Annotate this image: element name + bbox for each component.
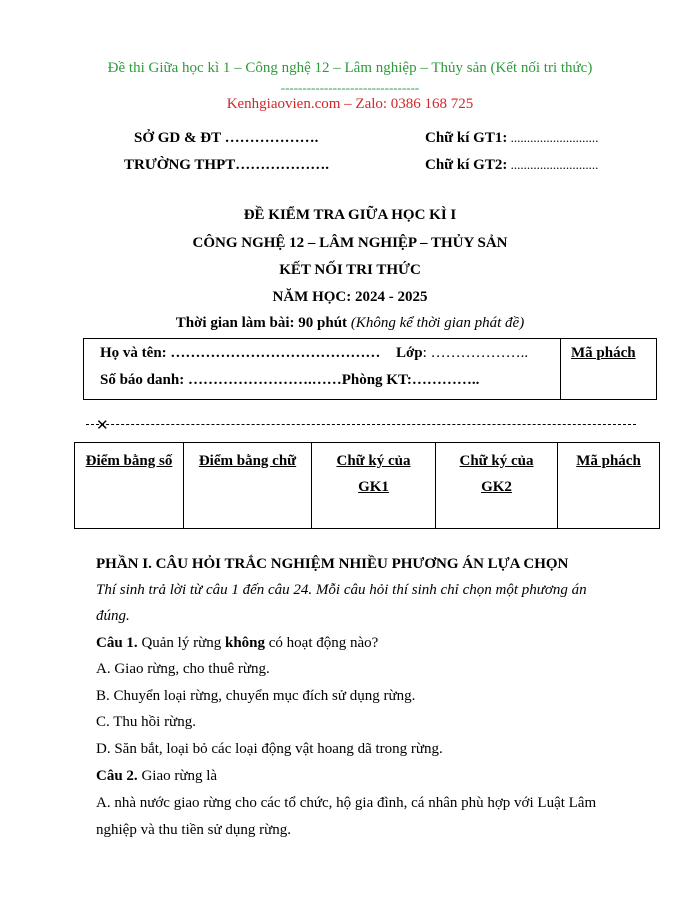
gt2-signature	[425, 157, 598, 174]
document-header-title: Đề thi Giữa học kì 1 – Công nghệ 12 – Lâm nghiệp – Thủy sản (Kết nối tri thức)	[107, 60, 593, 76]
question-2-text: Giao rừng là	[137, 768, 218, 784]
school-line: TRƯỜNG THPT……………….	[124, 157, 330, 173]
section-title: PHẦN I. CÂU HỎI TRẮC NGHIỆM NHIỀU PHƯƠNG ÁN LỰA CHỌN	[96, 556, 569, 572]
dept-line: SỞ GD & ĐT ……………….	[134, 130, 319, 146]
ma-phach-label: Mã phách	[571, 345, 636, 361]
header-divider: --------------------------------	[280, 80, 420, 95]
gk1-line1: Chữ ký của	[336, 453, 411, 469]
gk2-line2: GK2	[481, 479, 512, 495]
section-instruction-line1: Thí sinh trả lời từ câu 1 đến câu 24. Mỗi câu hỏi thí sinh chỉ chọn một phương án	[96, 582, 587, 598]
site-contact: Kenhgiaovien.com – Zalo: 0386 168 725	[226, 96, 474, 112]
gt2-label: Chữ kí GT2:	[425, 157, 508, 173]
student-info-box	[83, 338, 657, 400]
score-table	[74, 442, 660, 529]
question-1-option-c: C. Thu hồi rừng.	[96, 714, 196, 730]
scissors-icon: ✕	[96, 416, 109, 434]
gk1-header	[312, 448, 435, 500]
score-number-header: Điểm bằng số	[85, 453, 173, 469]
question-2	[96, 768, 217, 785]
question-1	[96, 635, 378, 652]
gt2-dots: ...........................	[507, 157, 599, 172]
exam-title: ĐỀ KIỂM TRA GIỮA HỌC KÌ I	[243, 207, 457, 223]
time-note: (Không kể thời gian phát đề)	[347, 315, 525, 331]
gt1-signature	[425, 130, 598, 147]
cut-line	[86, 424, 636, 425]
question-2-label: Câu 2.	[96, 768, 138, 784]
class-dots: : ………………..	[422, 345, 529, 361]
exam-subject: CÔNG NGHỆ 12 – LÂM NGHIỆP – THỦY SẢN	[192, 235, 508, 251]
gk2-header	[436, 448, 557, 500]
question-1-option-b: B. Chuyển loại rừng, chuyển mục đích sử dụng rừng.	[96, 688, 416, 704]
section-instruction-line2: đúng.	[96, 608, 130, 624]
gt1-dots: ...........................	[507, 130, 599, 145]
class-field	[396, 345, 528, 362]
question-1-emphasis: không	[224, 635, 266, 651]
gk1-line2: GK1	[358, 479, 389, 495]
score-text-header: Điểm bằng chữ	[198, 453, 297, 469]
question-1-label: Câu 1.	[96, 635, 138, 651]
gt1-label: Chữ kí GT1:	[425, 130, 508, 146]
class-label: Lớp	[396, 345, 423, 361]
exam-series: KẾT NỐI TRI THỨC	[279, 262, 421, 278]
exam-time	[0, 315, 700, 332]
exam-year: NĂM HỌC: 2024 - 2025	[272, 289, 428, 305]
question-1-text-a: Quản lý rừng	[137, 635, 225, 651]
question-2-option-a-line2: nghiệp và thu tiền sử dụng rừng.	[96, 822, 291, 838]
question-1-option-a: A. Giao rừng, cho thuê rừng.	[96, 661, 270, 677]
question-1-option-d: D. Săn bắt, loại bỏ các loại động vật hoang dã trong rừng.	[96, 741, 443, 757]
ma-phach-header: Mã phách	[576, 453, 641, 469]
name-field: Họ và tên: ……………………………………	[100, 345, 381, 361]
gk2-line1: Chữ ký của	[459, 453, 534, 469]
question-1-text-b: có hoạt động nào?	[265, 635, 379, 651]
question-2-option-a-line1: A. nhà nước giao rừng cho các tổ chức, hộ gia đình, cá nhân phù hợp với Luật Lâm	[96, 795, 597, 811]
time-label: Thời gian làm bài: 90 phút	[175, 315, 348, 331]
box-divider	[560, 339, 561, 399]
sbd-field: Số báo danh: …………………….……Phòng KT:…………..	[100, 372, 480, 388]
